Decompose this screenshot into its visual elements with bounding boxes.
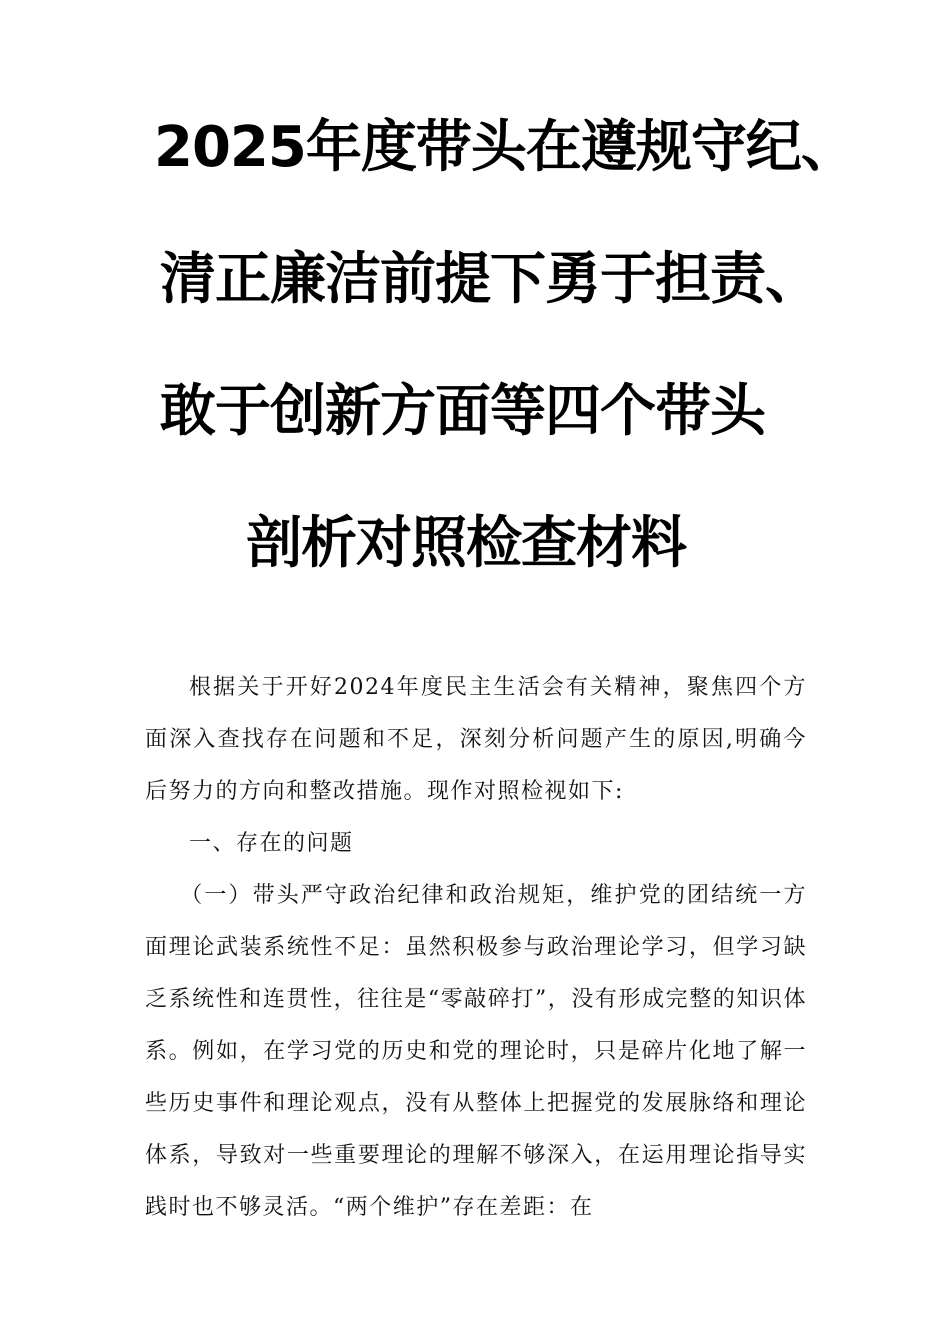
document-title: [150, 115, 856, 648]
title-line-1: 2025年度带头在遵规守纪、: [154, 115, 856, 180]
title-line-3: 敢于创新方面等四个带头: [160, 379, 765, 444]
document-body: [145, 662, 807, 1234]
title-line-4: 剖析对照检查材料: [246, 511, 686, 576]
title-line-2: 清正廉洁前提下勇于担责、: [160, 247, 820, 312]
intro-paragraph: 根据关于开好2024年度民主生活会有关精神，聚焦四个方面深入查找存在问题和不足，深刻分析问题产生的原因,明确今后努力的方向和整改措施。现作对照检视如下:: [145, 675, 807, 804]
body-paragraph: （一）带头严守政治纪律和政治规矩，维护党的团结统一方面理论武装系统性不足：虽然积极参与政治理论学习，但学习缺乏系统性和连贯性，往往是“零敲碎打”，没有形成完整的知识体系。例如，在学习党的历史和党的理论时，只是碎片化地了解一些历史事件和理论观点，没有从整体上把握党的发展脉络和理论体系，导致对一些重要理论的理解不够深入，在运用理论指导实践时也不够灵活。“两个维护”存在差距：在: [145, 883, 807, 1220]
section-heading: 一、存在的问题: [189, 831, 354, 856]
